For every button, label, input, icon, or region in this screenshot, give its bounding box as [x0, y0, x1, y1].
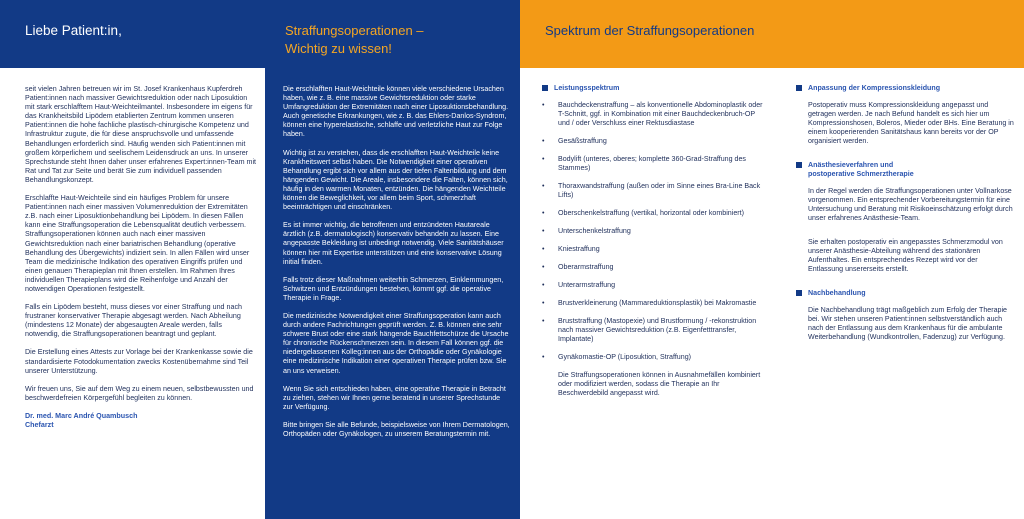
bullet-icon: • [542, 353, 545, 361]
section-title: Nachbehandlung [808, 289, 866, 297]
panel-important-title-line2: Wichtig zu wissen! [285, 41, 392, 56]
welcome-paragraph: seit vielen Jahren betreuen wir im St. Josef Krankenhaus Kupferdreh Patient:innen nach massiver Gewichtsreduktion oder nach Liposuktion mit stark erschlafftem Haut-Weichteilmantel. Insbesondere im eigens für das Krankheitsbild Lipödem etablierten Zentrum kommen unseren Patient:innen die hohe fachliche plastisch-chirurgische Kompetenz und Infrastruktur zugute, die für diese anspruchsvolle und umfassende Behandlungen erforderlich sind. Häufig wenden sich Patient:innen mit großem körperlichem und seelischem Leidensdruck an uns. In unserer Sprechstunde steht Ihnen daher unser erfahrenes Expert:innen-Team mit Rat und Tat zur Seite und berät Sie zum individuell passenden Behandlungskonzept. [25, 85, 257, 184]
bullet-icon: • [542, 281, 545, 289]
list-item-text: Bodylift (unteres, oberes; komplette 360-Grad-Straffung des Stammes) [558, 155, 746, 172]
signature-name: Dr. med. Marc André Quambusch [25, 411, 138, 420]
list-item-text: Gesäßstraffung [558, 137, 607, 145]
important-paragraph: Die erschlafften Haut-Weichteile können viele verschiedene Ursachen haben, wie z. B. eine massive Gewichtsreduktion oder starke Umfangreduktion der Extremitäten nach einer Liposuktionsbehandlung. Auch genetische Erkrankungen, wie z. B. das Ehlers-Danlos-Syndrom, können eine hyperelastische, schlaffe und verletzliche Haut zur Folge haben. [283, 85, 509, 139]
bullet-icon: • [542, 209, 545, 217]
anaesthesie-text-2: Sie erhalten postoperativ ein angepasstes Schmerzmodul von unserer Anästhesie-Abteilung während des stationären Aufenthaltes. Ein entsprechendes Rezept wird vor der Entlassung unsererseits erstellt. [808, 238, 1003, 273]
list-item [542, 353, 768, 362]
section-heading-anaesthesie [796, 161, 1014, 179]
list-item [542, 101, 768, 128]
list-item [542, 245, 768, 254]
section-heading-leistungsspektrum [542, 84, 768, 93]
panel-important [265, 0, 520, 519]
kompression-text: Postoperativ muss Kompressionskleidung angepasst und getragen werden. Je nach Befund handelt es sich hier um Kompressionshosen, Boleros, Mieder oder BHs. Eine Beratung in einem kooperierenden Sanitätshaus kann bereits vor der OP organisiert werden. [808, 101, 1014, 145]
welcome-paragraph: Wir freuen uns, Sie auf dem Weg zu einem neuen, selbstbewussten und beschwerdefreien Körpergefühl begleiten zu können. [25, 384, 254, 402]
bullet-icon: • [542, 101, 545, 109]
bullet-icon: • [542, 137, 545, 145]
square-bullet-icon [542, 85, 548, 91]
important-paragraph: Es ist immer wichtig, die betroffenen und entzündeten Hautareale ärztlich (z.B. dermatologisch) konservativ behandeln zu lassen. Eine angepasste Bekleidung ist unbedingt notwendig. Viele Sanitätshäuser können hier mit Expertise unterstützen und eine konservative Lösung initial finden. [283, 221, 504, 266]
welcome-paragraph: Die Erstellung eines Attests zur Vorlage bei der Krankenkasse sowie die standardisierte Fotodokumentation zwecks Kostenübernahme sind Teil unserer Unterstützung. [25, 348, 253, 375]
panel-spectrum-header [520, 0, 1024, 68]
leistungsspektrum-closing: Die Straffungsoperationen können in Ausnahmefällen kombiniert oder modifiziert werden, sodass die Therapie an Ihr Beschwerdebild angepasst wird. [558, 371, 761, 397]
important-paragraph: Die medizinische Notwendigkeit einer Straffungsoperation kann auch durch andere Fachrichtungen geprüft werden. Z. B. können eine sehr schwere Brust oder eine stark hängende Bauchfettschürze die Ursache für chronische Rückenschmerzen sein. In diesem Fall können ggf. die niedergelassenen Kolleg:innen aus der Orthopädie oder Gynäkologie eine medizinische Indikation einer operativen Therapie prüfen bzw. Sie an uns verweisen. [283, 311, 509, 375]
bullet-icon: • [542, 227, 545, 235]
square-bullet-icon [796, 85, 802, 91]
panel-important-header [265, 0, 520, 68]
panel-important-body [283, 85, 511, 448]
bullet-icon: • [542, 263, 545, 271]
list-item-text: Bauchdeckenstraffung – als konventionelle Abdominoplastik oder T-Schnitt, ggf. in Kombination mit einer Bauchdeckenbruch-OP und / oder Verschluss einer Rektusdiastase [558, 101, 763, 127]
section-title-line2: postoperative Schmerztherapie [808, 170, 914, 178]
square-bullet-icon [796, 290, 802, 296]
list-item [542, 227, 768, 236]
bullet-icon: • [542, 182, 545, 190]
panel-important-title-line1: Straffungsoperationen – [285, 23, 424, 38]
welcome-paragraph: Erschlaffte Haut-Weichteile sind ein häufiges Problem für unsere Patient:innen nach einer massiven Volumenreduktion der Extremitäten z.B. nach einer Liposuktionbehandlung bei Lipödem. In diesen Fällen kann eine Straffungsoperation die Lebensqualität deutlich verbessern. Straffungsoperationen können auch nach einer massiven Gewichtsreduktion nach einer bariatrischen Behandlung (operative Behandlung des Übergewichts) indiziert sein. In allen Fällen wird unser Team die medizinische Indikation des operativen Eingriffs prüfen und einen genauen Therapieplan mit Ihnen erstellen. Im Rahmen Ihres individuellen Therapieplans wird die Reihenfolge und Anzahl der notwendigen Operationen festgestellt. [25, 194, 250, 293]
list-item-text: Bruststraffung (Mastopexie) und Brustformung / -rekonstruktion nach massiver Gewichtsreduktion (z.B. Eigenfetttransfer, Implantate) [558, 317, 757, 343]
important-paragraph: Falls trotz dieser Maßnahmen weiterhin Schmerzen, Einklemmungen, Schwitzen und Entzündungen bestehen, kommt ggf. die operative Therapie in Frage. [283, 275, 504, 302]
list-item-text: Thoraxwandstraffung (außen oder im Sinne eines Bra-Line Back Lifts) [558, 182, 761, 199]
bullet-icon: • [542, 317, 545, 325]
list-item [542, 281, 768, 290]
spectrum-column-right [796, 84, 1014, 357]
leistungsspektrum-list [542, 101, 768, 362]
list-item [542, 137, 768, 146]
welcome-paragraph: Falls ein Lipödem besteht, muss dieses vor einer Straffung und nach frustraner konservativer Therapie abgesagt werden. Nach Abheilung (mindestens 12 Monate) der abgesaugten Areale werden, falls notwendig, die Straffungsoperationen beantragt und geplant. [25, 303, 242, 339]
list-item [542, 317, 768, 344]
important-paragraph: Wichtig ist zu verstehen, dass die erschlafften Haut-Weichteile keine Krankheitswert selbst haben. Die Notwendigkeit einer operativen Behandlung ergibt sich vor allem aus der tiefen Faltenbildung und dem hängenden Gewicht. Die Areale, insbesondere die Falten, können sich, häufig in den warmen Monaten, entzünden. Die hängenden Weichteile können die Beweglichkeit, vor allem beim Sport, schmerzhaft beeinträchtigen und einschränken. [283, 148, 508, 212]
signature [25, 412, 257, 430]
panel-spectrum-title: Spektrum der Straffungsoperationen [545, 23, 755, 38]
list-item-text: Oberarmstraffung [558, 263, 614, 271]
list-item-text: Brustverkleinerung (Mammareduktionsplastik) bei Makromastie [558, 299, 757, 307]
important-paragraph: Wenn Sie sich entschieden haben, eine operative Therapie in Betracht zu ziehen, stehen wir Ihnen gerne beratend in unserer Sprechstunde zur Verfügung. [283, 384, 506, 411]
list-item-text: Gynäkomastie-OP (Liposuktion, Straffung) [558, 353, 692, 361]
important-paragraph: Bitte bringen Sie alle Befunde, beispielsweise von Ihrem Dermatologen, Orthopäden oder Gynäkologen, zu unserem Beratungstermin mit. [283, 420, 510, 438]
section-heading-nachbehandlung [796, 289, 1014, 298]
list-item-text: Unterarmstraffung [558, 281, 616, 289]
nachbehandlung-text: Die Nachbehandlung trägt maßgeblich zum Erfolg der Therapie bei. Wir stehen unseren Patient:innen selbstverständlich auch nach der Entlassung aus dem Krankenhaus für die ambulante Weiterbehandlung (Wundkontrollen, Fadenzug) zur Verfügung. [808, 306, 1007, 341]
list-item [542, 263, 768, 272]
section-title [808, 161, 914, 179]
signature-title: Chefarzt [25, 421, 54, 429]
bullet-icon: • [542, 299, 545, 307]
panel-spectrum [520, 0, 1024, 519]
bullet-icon: • [542, 155, 545, 163]
list-item-text: Kniestraffung [558, 245, 600, 253]
anaesthesie-text-1: In der Regel werden die Straffungsoperationen unter Vollnarkose vorgenommen. Ein entsprechender Vorbereitungstermin für eine Untersuchung und Beratung mit Risikoeinschätzung erfolgt durch unser erfahrenes Anästhesie-Team. [808, 187, 1013, 222]
square-bullet-icon [796, 162, 802, 168]
list-item [542, 209, 768, 218]
section-heading-kompression [796, 84, 1014, 93]
bullet-icon: • [542, 245, 545, 253]
panel-welcome-title: Liebe Patient:in, [25, 23, 122, 38]
list-item-text: Oberschenkelstraffung (vertikal, horizontal oder kombiniert) [558, 209, 744, 217]
list-item [542, 299, 768, 308]
section-title: Anpassung der Kompressionskleidung [808, 84, 941, 92]
list-item [542, 182, 768, 200]
panel-welcome [0, 0, 265, 519]
list-item-text: Unterschenkelstraffung [558, 227, 631, 235]
spectrum-column-left [542, 84, 768, 398]
panel-welcome-header [0, 0, 265, 68]
section-title: Leistungsspektrum [554, 84, 620, 92]
panel-important-title [285, 22, 424, 58]
list-item [542, 155, 768, 173]
panel-welcome-body [25, 85, 257, 430]
section-title-line1: Anästhesieverfahren und [808, 161, 894, 169]
